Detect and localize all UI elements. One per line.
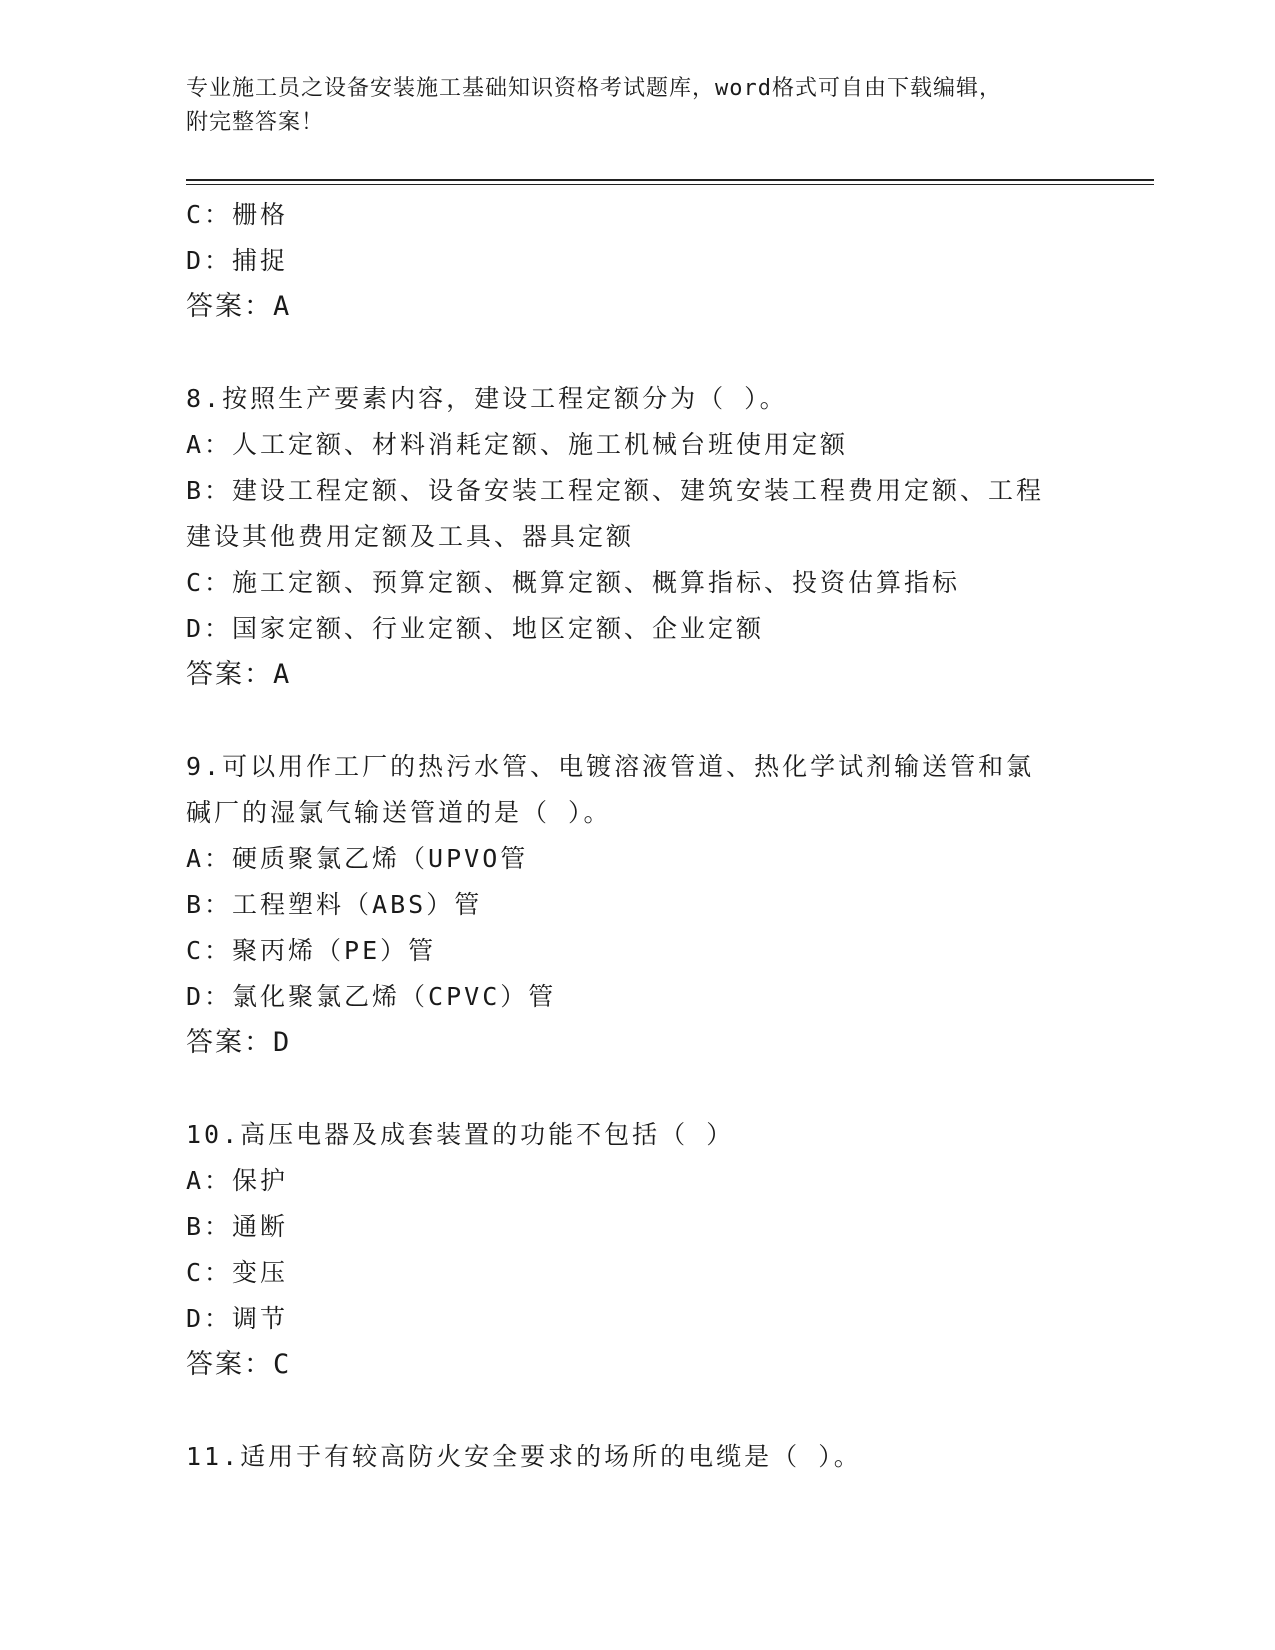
q7-option-d: D：捕捉	[186, 246, 289, 275]
q9-stem-line-2: 碱厂的湿氯气输送管道的是（ ）。	[186, 798, 612, 827]
q8-option-b-line-2: 建设其他费用定额及工具、器具定额	[186, 522, 635, 551]
spacer	[186, 330, 1086, 376]
q9-option-a: A：硬质聚氯乙烯（UPVO管	[186, 844, 529, 873]
q10-option-c: C：变压	[186, 1258, 289, 1287]
q7-answer: 答案：A	[186, 291, 292, 322]
q10-option-d: D：调节	[186, 1304, 289, 1333]
q8-answer: 答案：A	[186, 659, 292, 690]
header-divider-bottom	[186, 184, 1154, 185]
q8-option-a: A：人工定额、材料消耗定额、施工机械台班使用定额	[186, 430, 849, 459]
q8-option-d: D：国家定额、行业定额、地区定额、企业定额	[186, 614, 765, 643]
q9-stem-line-1: 9.可以用作工厂的热污水管、电镀溶液管道、热化学试剂输送管和氯	[186, 752, 1035, 781]
header-divider-top	[186, 179, 1154, 181]
question-10	[186, 1112, 1086, 1388]
q10-answer: 答案：C	[186, 1349, 292, 1380]
q8-stem: 8.按照生产要素内容，建设工程定额分为（ ）。	[186, 384, 788, 413]
q9-answer: 答案：D	[186, 1027, 292, 1058]
q7-option-c: C：栅格	[186, 200, 289, 229]
spacer	[186, 698, 1086, 744]
document-header	[186, 72, 1066, 140]
question-list	[186, 192, 1086, 1480]
question-8	[186, 376, 1086, 698]
q10-option-b: B：通断	[186, 1212, 289, 1241]
question-11	[186, 1434, 1086, 1480]
q9-option-d: D：氯化聚氯乙烯（CPVC）管	[186, 982, 557, 1011]
header-line-1: 专业施工员之设备安装施工基础知识资格考试题库，word格式可自由下载编辑，	[186, 76, 1002, 101]
q9-option-c: C：聚丙烯（PE）管	[186, 936, 437, 965]
q8-option-c: C：施工定额、预算定额、概算定额、概算指标、投资估算指标	[186, 568, 961, 597]
q10-stem: 10.高压电器及成套装置的功能不包括（ ）	[186, 1120, 735, 1149]
header-line-2: 附完整答案！	[186, 110, 325, 135]
spacer	[186, 1066, 1086, 1112]
q8-option-b-line-1: B：建设工程定额、设备安装工程定额、建筑安装工程费用定额、工程	[186, 476, 1045, 505]
question-7	[186, 192, 1086, 330]
q11-stem: 11.适用于有较高防火安全要求的场所的电缆是（ ）。	[186, 1442, 862, 1471]
q9-option-b: B：工程塑料（ABS）管	[186, 890, 483, 919]
q10-option-a: A：保护	[186, 1166, 289, 1195]
spacer	[186, 1388, 1086, 1434]
question-9	[186, 744, 1086, 1066]
